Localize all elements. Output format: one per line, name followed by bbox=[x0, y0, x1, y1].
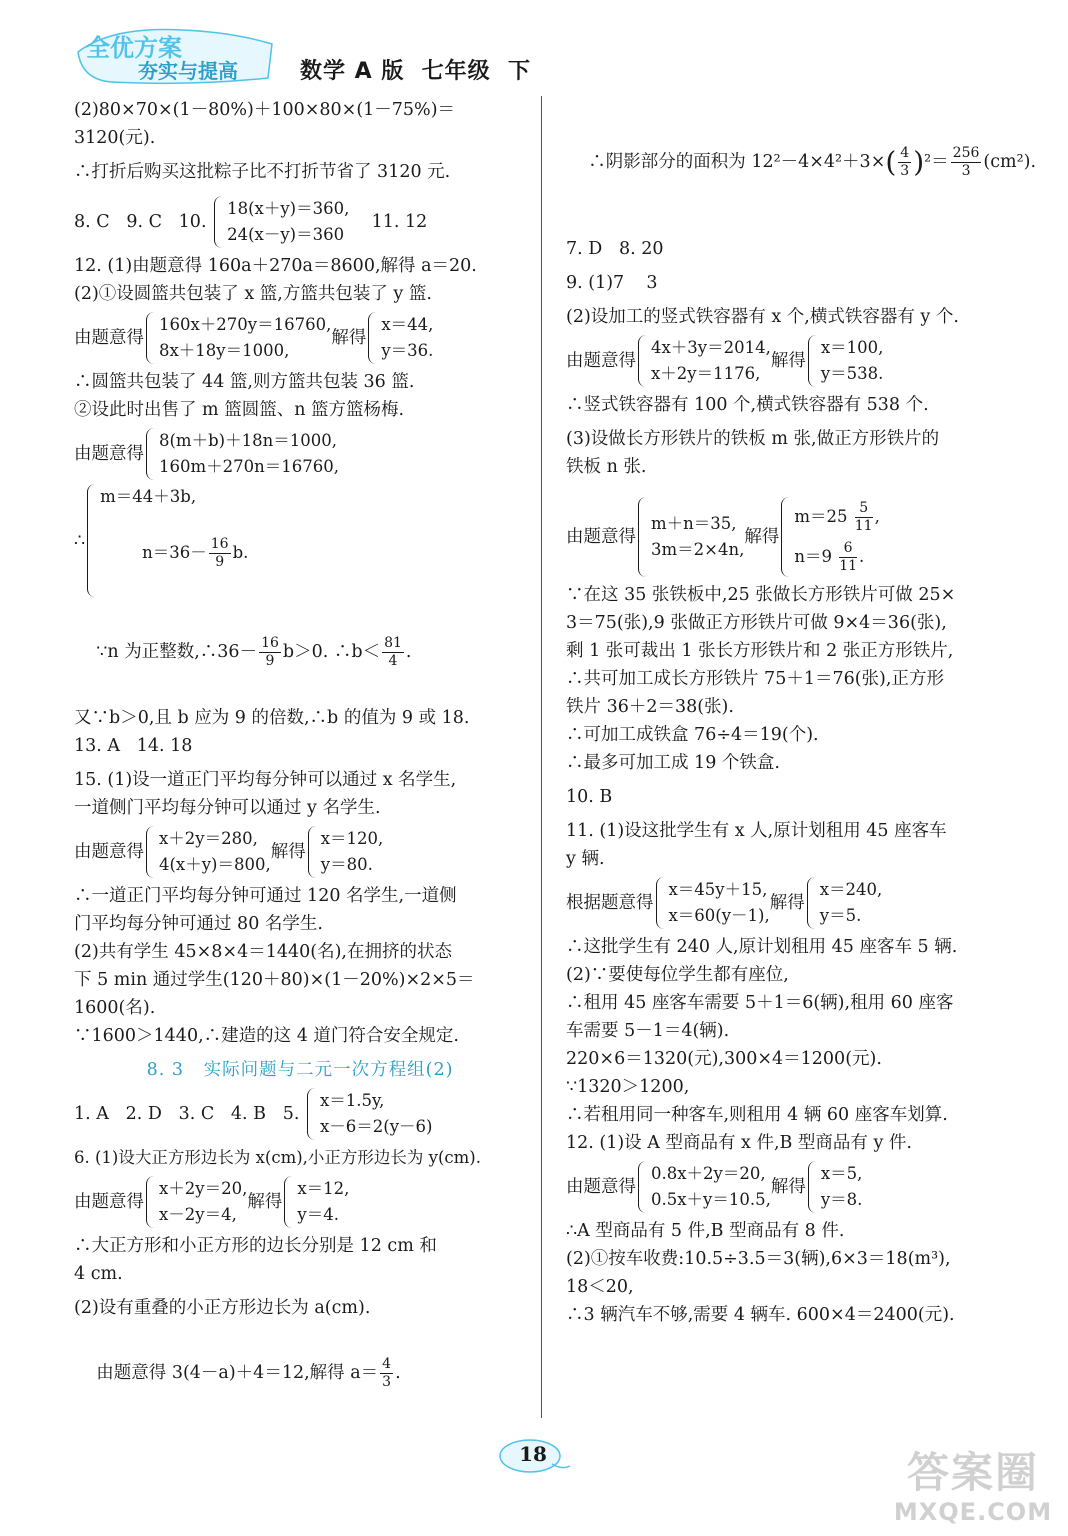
brace-icon bbox=[638, 335, 647, 387]
fraction-denominator: 3 bbox=[382, 1374, 392, 1390]
answer-text: ∵n 为正整数,∴36－ bbox=[96, 642, 258, 662]
equation: x＝100, bbox=[820, 337, 884, 357]
equation: x＋2y＝20, bbox=[159, 1179, 248, 1198]
equation: y＝80. bbox=[320, 855, 373, 874]
answer-line: ∴大正方形和小正方形的边长分别是 12 cm 和 bbox=[74, 1236, 437, 1256]
equation-system bbox=[320, 1088, 433, 1140]
column-divider bbox=[541, 96, 542, 1418]
equation-system bbox=[651, 1161, 771, 1213]
brace-icon bbox=[808, 335, 817, 387]
equation: x＝120, bbox=[320, 829, 384, 848]
paren-icon: ( bbox=[885, 145, 897, 179]
solution-system bbox=[820, 877, 883, 929]
watermark-text: 答案圈 bbox=[906, 1448, 1039, 1497]
answer-text: b＞0. ∴b＜ bbox=[282, 642, 381, 662]
fraction-numerator: 5 bbox=[855, 500, 873, 518]
answer-line: (2)设加工的竖式铁容器有 x 个,横式铁容器有 y 个. bbox=[566, 306, 959, 327]
answer-text: 解得 bbox=[247, 1192, 283, 1212]
equation: 160x＋270y＝16760, bbox=[159, 315, 332, 334]
answer-text: 根据题意得 bbox=[566, 892, 654, 913]
answer-text: 解得 bbox=[770, 1176, 806, 1197]
equation: m＝44＋3b, bbox=[100, 487, 197, 506]
equation-system-row bbox=[74, 826, 526, 878]
equation-system bbox=[227, 196, 349, 248]
equation: x＝60(y－1), bbox=[668, 905, 770, 925]
equation-system bbox=[651, 511, 744, 563]
equation: 0.5x＋y＝10.5, bbox=[651, 1189, 771, 1209]
fraction-numerator: 16 bbox=[261, 635, 279, 651]
equation-system-row bbox=[74, 1176, 526, 1228]
answer-line: 剩 1 张可裁出 1 张长方形铁片和 2 张正方形铁片, bbox=[566, 640, 954, 661]
fraction-denominator: 3 bbox=[961, 163, 971, 179]
answer-line: 一道侧门平均每分钟可以通过 y 名学生. bbox=[74, 798, 381, 818]
answer-text: 解得 bbox=[744, 526, 780, 547]
equation-system-row bbox=[74, 1088, 526, 1140]
solution-system bbox=[297, 1176, 349, 1228]
equation-system-row bbox=[74, 484, 526, 597]
watermark bbox=[888, 1448, 1058, 1528]
fraction bbox=[898, 145, 911, 180]
brace-icon bbox=[146, 1176, 155, 1228]
answer-line: ②设此时出售了 m 篮圆篮、n 篮方篮杨梅. bbox=[74, 400, 405, 420]
fraction bbox=[839, 540, 857, 575]
brace-icon bbox=[284, 1176, 293, 1228]
fraction bbox=[209, 536, 231, 571]
answer-line: ∵1320＞1200, bbox=[566, 1076, 690, 1097]
answer-text: 由题意得 bbox=[74, 1192, 144, 1212]
answer-text: 由题意得 3(4－a)＋4＝12,解得 a＝ bbox=[96, 1363, 379, 1383]
equation-system-row bbox=[566, 335, 1018, 387]
answer-line: 6. (1)设大正方形边长为 x(cm),小正方形边长为 y(cm). bbox=[74, 1148, 481, 1167]
answer-line: ∵在这 35 张铁板中,25 张做长方形铁片可做 25× bbox=[566, 584, 956, 605]
brace-icon bbox=[146, 312, 155, 364]
equation-system-row bbox=[74, 196, 526, 248]
brace-icon bbox=[214, 196, 223, 248]
brace-icon bbox=[781, 497, 790, 577]
fraction-numerator: 16 bbox=[210, 536, 229, 552]
equation: x＝240, bbox=[819, 879, 883, 899]
answer-text: 解得 bbox=[270, 842, 306, 862]
answer-line: 18＜20, bbox=[566, 1276, 634, 1297]
equation: y＝8. bbox=[820, 1189, 863, 1209]
answer-line: ∴租用 45 座客车需要 5＋1＝6(辆),租用 60 座客 bbox=[566, 992, 954, 1013]
answer-line: (2)设有重叠的小正方形边长为 a(cm). bbox=[74, 1298, 371, 1318]
equation-system-row bbox=[566, 877, 1018, 929]
equation-system bbox=[100, 484, 248, 597]
answer-text: ∴ bbox=[74, 530, 86, 551]
answer-line: 门平均每分钟可通过 80 名学生. bbox=[74, 914, 323, 934]
fraction bbox=[855, 500, 873, 535]
answer-line bbox=[566, 96, 1037, 229]
equation: y＝36. bbox=[381, 341, 434, 360]
equation: 160m＋270n＝16760, bbox=[159, 457, 339, 476]
answer-text: 由题意得 bbox=[566, 526, 636, 547]
equation: 18(x＋y)＝360, bbox=[227, 199, 350, 218]
fraction-denominator: 9 bbox=[265, 653, 275, 669]
equation-system-row bbox=[74, 312, 526, 364]
equation-part: . bbox=[859, 546, 865, 566]
answer-line: 下 5 min 通过学生(120＋80)×(1－20%)×2×5＝ bbox=[74, 970, 475, 990]
answer-line: ∴共可加工成长方形铁片 75＋1＝76(张),正方形 bbox=[566, 668, 944, 689]
brace-icon bbox=[307, 1088, 316, 1140]
brace-icon bbox=[308, 826, 317, 878]
answer-text: 解得 bbox=[331, 328, 367, 348]
fraction-denominator: 3 bbox=[900, 163, 910, 179]
answer-line: ∴打折后购买这批粽子比不打折节省了 3120 元. bbox=[74, 162, 451, 182]
answer-line: 12. (1)设 A 型商品有 x 件,B 型商品有 y 件. bbox=[566, 1132, 913, 1153]
equation bbox=[100, 510, 248, 597]
brace-icon bbox=[638, 1161, 647, 1213]
equation-system-row bbox=[74, 428, 526, 480]
equation-system bbox=[159, 312, 331, 364]
answer-text: 由题意得 bbox=[566, 1176, 636, 1197]
equation-part: n＝9 bbox=[794, 546, 832, 566]
equation: y＝4. bbox=[297, 1205, 339, 1224]
solution-system bbox=[821, 1161, 863, 1213]
equation-part: b. bbox=[232, 543, 249, 562]
equation: x＝1.5y, bbox=[319, 1091, 385, 1110]
answer-text: (cm²). bbox=[983, 152, 1037, 172]
equation: x＋2y＝1176, bbox=[651, 363, 761, 383]
equation: x＝44, bbox=[381, 315, 434, 334]
publisher-logo bbox=[72, 22, 282, 88]
equation: 8x＋18y＝1000, bbox=[159, 341, 290, 360]
answer-line: 铁片 36＋2＝38(张). bbox=[566, 696, 734, 717]
logo-text-line1: 全优方案 bbox=[86, 34, 182, 62]
answer-text: 解得 bbox=[770, 350, 806, 371]
answer-line: 1600(名). bbox=[74, 998, 156, 1018]
solution-system bbox=[821, 335, 884, 387]
answer-text: 由题意得 bbox=[74, 842, 144, 862]
answer-line: ∴竖式铁容器有 100 个,横式铁容器有 538 个. bbox=[566, 394, 929, 415]
answer-line: ∴最多可加工成 19 个铁盒. bbox=[566, 752, 780, 773]
fraction-numerator: 81 bbox=[384, 635, 402, 651]
equation-part: , bbox=[874, 506, 880, 526]
brace-icon bbox=[656, 877, 665, 929]
equation: y＝538. bbox=[820, 363, 884, 383]
fraction-denominator: 4 bbox=[388, 653, 398, 669]
solution-system bbox=[794, 497, 879, 577]
answer-line: 3120(元). bbox=[74, 128, 156, 148]
answer-line: 220×6＝1320(元),300×4＝1200(元). bbox=[566, 1048, 882, 1069]
solution-system bbox=[381, 312, 433, 364]
answer-line: 13. A 14. 18 bbox=[74, 736, 193, 756]
answer-line: 3＝75(张),9 张做正方形铁片可做 9×4＝36(张), bbox=[566, 612, 947, 633]
answer-text: ∴阴影部分的面积为 12²－4×4²＋3× bbox=[588, 152, 886, 172]
answer-line: 11. (1)设这批学生有 x 人,原计划租用 45 座客车 bbox=[566, 820, 947, 841]
equation-system bbox=[159, 826, 271, 878]
brace-icon bbox=[807, 877, 816, 929]
brace-icon bbox=[808, 1161, 817, 1213]
answer-line: ∵1600＞1440,∴建造的这 4 道门符合安全规定. bbox=[74, 1026, 459, 1046]
fraction-denominator: 9 bbox=[215, 554, 225, 570]
fraction-denominator: 11 bbox=[839, 557, 858, 574]
answer-text: 11. 12 bbox=[349, 212, 428, 232]
answer-line: 4 cm. bbox=[74, 1264, 123, 1284]
fraction bbox=[380, 1356, 393, 1391]
answer-text: 由题意得 bbox=[74, 328, 144, 348]
answer-line: ∴这批学生有 240 人,原计划租用 45 座客车 5 辆. bbox=[566, 936, 958, 957]
equation-system-row bbox=[566, 497, 1018, 577]
equation bbox=[794, 537, 879, 577]
paren-icon: ) bbox=[913, 145, 925, 179]
answer-text: 8. C 9. C 10. bbox=[74, 212, 213, 232]
answer-line: ∴若租用同一种客车,则租用 4 辆 60 座客车划算. bbox=[566, 1104, 948, 1125]
equation: x＋2y＝280, bbox=[159, 829, 258, 848]
brace-icon bbox=[638, 497, 647, 577]
watermark-url: MXQE.COM bbox=[893, 1498, 1053, 1526]
answer-line: (3)设做长方形铁片的铁板 m 张,做正方形铁片的 bbox=[566, 428, 940, 449]
answer-line: 车需要 5－1＝4(辆). bbox=[566, 1020, 730, 1041]
answer-line: 12. (1)由题意得 160a＋270a＝8600,解得 a＝20. bbox=[74, 256, 477, 276]
answer-line: 又∵b＞0,且 b 应为 9 的倍数,∴b 的值为 9 或 18. bbox=[74, 708, 470, 728]
equation-system bbox=[651, 335, 771, 387]
equation: x＝5, bbox=[820, 1163, 863, 1183]
answer-text: . bbox=[395, 1363, 401, 1383]
fraction-denominator: 11 bbox=[854, 517, 873, 534]
answer-line: (2)80×70×(1－80%)＋100×80×(1－75%)＝ bbox=[74, 100, 456, 120]
answer-text: 1. A 2. D 3. C 4. B 5. bbox=[74, 1104, 305, 1124]
equation: x－2y＝4, bbox=[159, 1205, 237, 1224]
right-column bbox=[566, 96, 1037, 1329]
logo-text-line2: 夯实与提高 bbox=[138, 59, 238, 83]
answer-line: 10. B bbox=[566, 786, 613, 807]
answer-line bbox=[74, 1328, 526, 1419]
answer-line: 铁板 n 张. bbox=[566, 456, 647, 477]
answer-line: (2)①按车收费:10.5÷3.5＝3(辆),6×3＝18(m³), bbox=[566, 1248, 951, 1269]
answer-text: . bbox=[405, 642, 412, 662]
equation: x－6＝2(y－6) bbox=[319, 1117, 433, 1136]
page-title: 数学 A 版 七年级 下 bbox=[300, 59, 531, 84]
answer-text: 由题意得 bbox=[566, 350, 636, 371]
equation: x＝12, bbox=[297, 1179, 350, 1198]
answer-text: 解得 bbox=[769, 892, 805, 913]
answer-line: y 辆. bbox=[566, 848, 605, 869]
page-number: 18 bbox=[519, 1442, 547, 1466]
equation bbox=[794, 497, 879, 537]
answer-line bbox=[74, 607, 526, 698]
answer-line: (2)①设圆篮共包装了 x 篮,方篮共包装了 y 篮. bbox=[74, 284, 432, 304]
fraction-numerator: 256 bbox=[952, 145, 980, 161]
equation-system-row bbox=[566, 1161, 1018, 1213]
fraction bbox=[259, 635, 281, 670]
equation: x＝45y＋15, bbox=[668, 879, 768, 899]
equation: 8(m＋b)＋18n＝1000, bbox=[159, 431, 337, 450]
answer-line: ∴圆篮共包装了 44 篮,则方篮共包装 36 篮. bbox=[74, 372, 415, 392]
answer-line: ∴3 辆汽车不够,需要 4 辆车. 600×4＝2400(元). bbox=[566, 1304, 955, 1325]
fraction-numerator: 4 bbox=[382, 1356, 392, 1372]
equation: m＋n＝35, bbox=[651, 513, 737, 533]
fraction-numerator: 4 bbox=[900, 145, 910, 161]
answer-line: 7. D 8. 20 bbox=[566, 238, 664, 259]
answer-line: (2)共有学生 45×8×4＝1440(名),在拥挤的状态 bbox=[74, 942, 452, 962]
answer-line: ∴可加工成铁盒 76÷4＝19(个). bbox=[566, 724, 819, 745]
equation: 4x＋3y＝2014, bbox=[651, 337, 771, 357]
equation: 0.8x＋2y＝20, bbox=[651, 1163, 766, 1183]
section-heading: 8. 3 实际问题与二元一次方程组(2) bbox=[146, 1060, 454, 1080]
answer-line: 15. (1)设一道正门平均每分钟可以通过 x 名学生, bbox=[74, 770, 457, 790]
fraction bbox=[951, 145, 982, 180]
equation: 24(x－y)＝360 bbox=[227, 225, 345, 244]
equation-system bbox=[159, 1176, 247, 1228]
equation-system bbox=[159, 428, 339, 480]
equation-part: n＝36－ bbox=[142, 543, 207, 562]
answer-line: ∴A 型商品有 5 件,B 型商品有 8 件. bbox=[566, 1220, 845, 1241]
brace-icon bbox=[368, 312, 377, 364]
answer-text: 由题意得 bbox=[74, 444, 144, 464]
brace-icon bbox=[146, 826, 155, 878]
left-column bbox=[74, 96, 526, 1419]
equation: 3m＝2×4n, bbox=[651, 539, 745, 559]
answer-line: (2)∵要使每位学生都有座位, bbox=[566, 964, 789, 985]
equation-part: m＝25 bbox=[794, 506, 848, 526]
equation: 4(x＋y)＝800, bbox=[159, 855, 271, 874]
answer-text: ²＝ bbox=[924, 152, 949, 172]
equation: y＝5. bbox=[819, 905, 862, 925]
answer-line: ∴一道正门平均每分钟可通过 120 名学生,一道侧 bbox=[74, 886, 457, 906]
brace-icon bbox=[146, 428, 155, 480]
solution-system bbox=[321, 826, 384, 878]
answer-line: 9. (1)7 3 bbox=[566, 272, 658, 293]
fraction bbox=[382, 635, 404, 670]
brace-icon bbox=[87, 484, 96, 597]
fraction-numerator: 6 bbox=[839, 540, 857, 558]
equation-system bbox=[669, 877, 770, 929]
